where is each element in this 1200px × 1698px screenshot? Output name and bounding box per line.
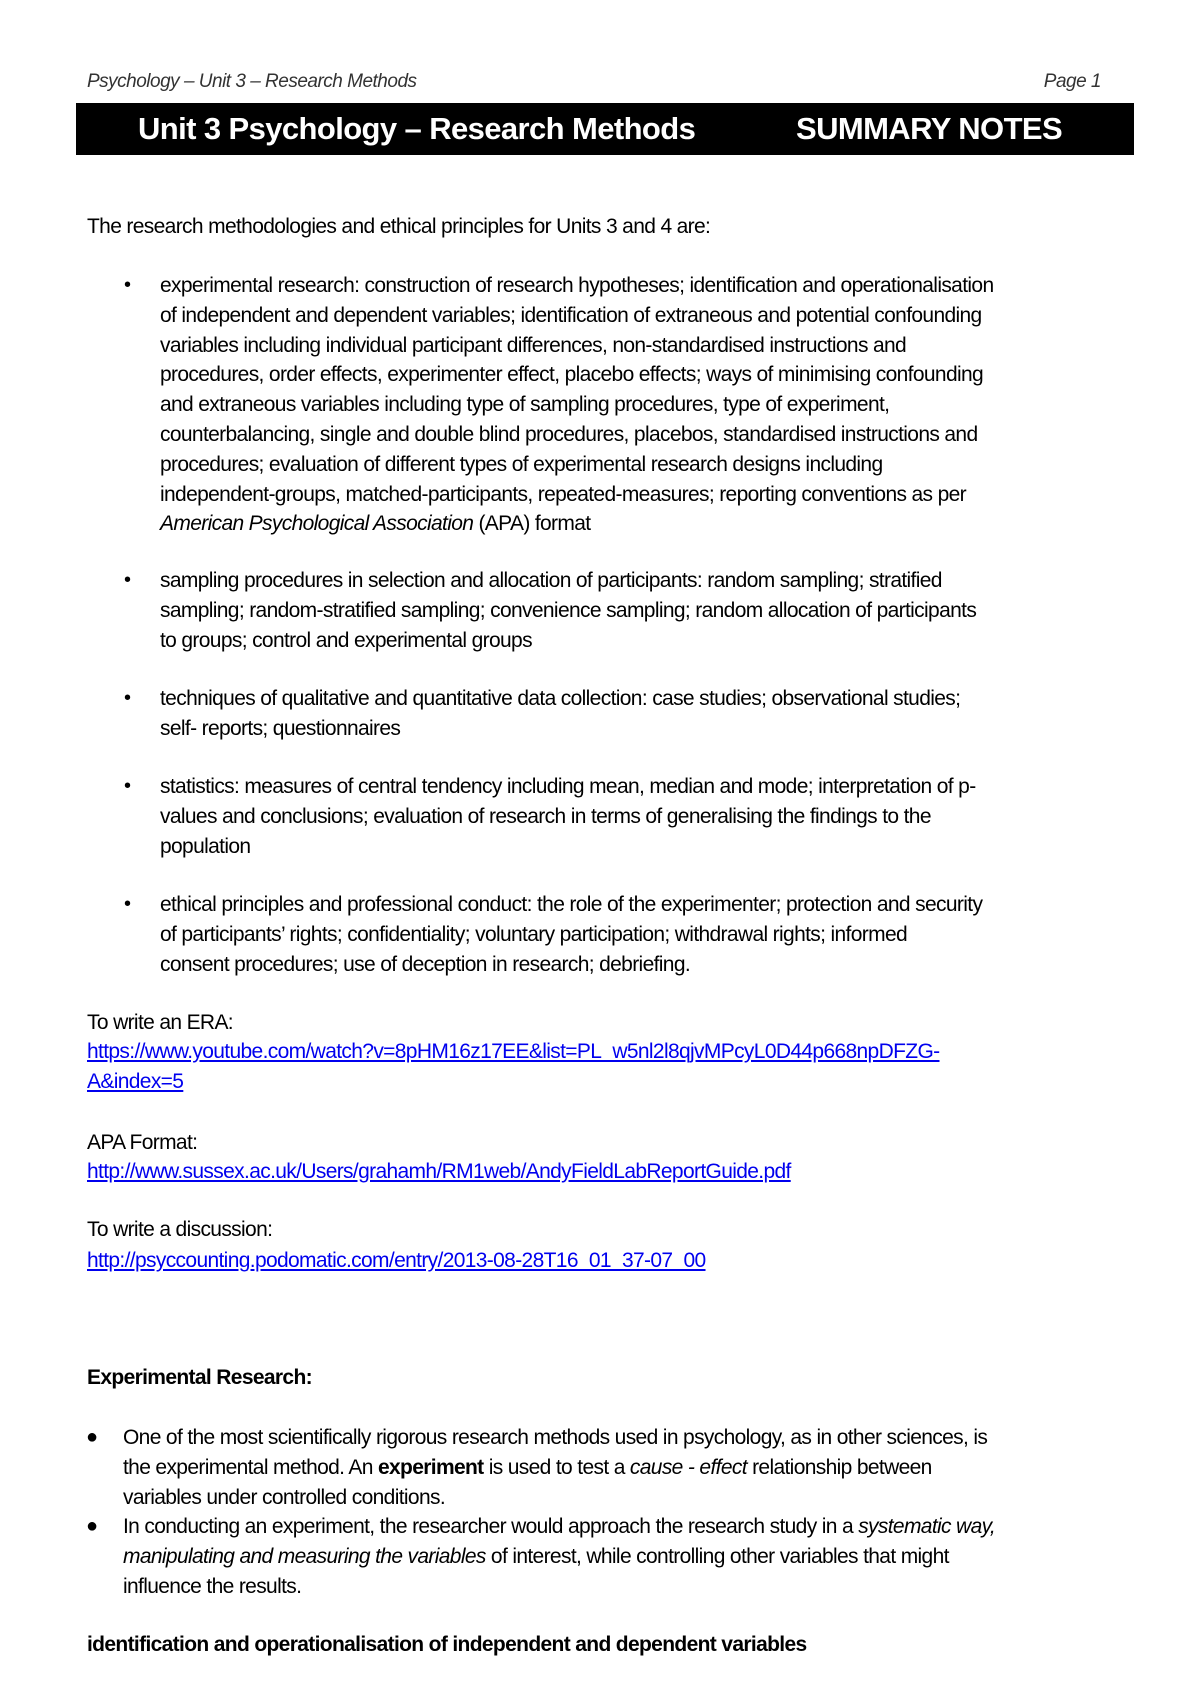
text-segment: procedures; evaluation of different types of experimental research designs including bbox=[160, 452, 883, 476]
text-segment: experimental research: construction of research hypotheses; identification and operationalisation bbox=[160, 274, 994, 297]
text-segment: of interest, while controlling other variables that might bbox=[485, 1544, 949, 1568]
italic-text: systematic way, bbox=[858, 1515, 996, 1538]
text-line bbox=[160, 301, 993, 331]
text-line bbox=[160, 596, 976, 626]
text-line bbox=[160, 920, 982, 950]
scope-bullet-item bbox=[160, 772, 976, 861]
text-line bbox=[123, 1453, 987, 1483]
discussion-link[interactable] bbox=[87, 1246, 706, 1276]
text-segment: counterbalancing, single and double blind procedures, placebos, standardised instructions and bbox=[160, 422, 978, 446]
text-segment: In conducting an experiment, the researcher would approach the research study in a bbox=[123, 1515, 859, 1538]
text-segment: of participants’ rights; confidentiality; voluntary participation; withdrawal rights; informed bbox=[160, 922, 908, 946]
text-segment: (APA) format bbox=[473, 512, 591, 536]
text-segment: techniques of qualitative and quantitative data collection: case studies; observational studies; bbox=[160, 687, 961, 710]
scope-bullet-item bbox=[160, 271, 993, 539]
text-line bbox=[160, 360, 993, 390]
bullet-icon: • bbox=[124, 687, 132, 709]
bullet-icon: • bbox=[124, 775, 132, 797]
scope-bullet-item bbox=[160, 890, 982, 979]
text-line bbox=[160, 420, 993, 450]
text-line bbox=[160, 626, 976, 656]
text-line bbox=[160, 390, 993, 420]
era-link-line[interactable]: https://www.youtube.com/watch?v=8pHM16z17EE&list=PL_w5nl2l8qjvMPcyL0D44p668npDFZG- bbox=[87, 1040, 940, 1063]
text-line bbox=[160, 950, 982, 980]
page-number: Page 1 bbox=[1043, 71, 1101, 92]
text-line bbox=[160, 802, 976, 832]
bullet-icon: ● bbox=[86, 1515, 99, 1537]
subheading: identification and operationalisation of independent and dependent variables bbox=[87, 1633, 807, 1656]
discussion-link-line[interactable]: http://psyccounting.podomatic.com/entry/2013-08-28T16_01_37-07_00 bbox=[87, 1249, 706, 1272]
bullet-icon: • bbox=[124, 893, 132, 915]
document-title: Unit 3 Psychology – Research Methods bbox=[138, 111, 696, 146]
text-line bbox=[160, 832, 976, 862]
text-segment: of independent and dependent variables; identification of extraneous and potential confounding bbox=[160, 303, 982, 327]
title-bar bbox=[76, 103, 1134, 155]
era-label: To write an ERA: bbox=[87, 1011, 233, 1034]
text-line bbox=[160, 890, 982, 920]
text-segment: and extraneous variables including type of sampling procedures, type of experiment, bbox=[160, 393, 890, 417]
text-segment: to groups; control and experimental groups bbox=[160, 628, 532, 652]
text-line bbox=[123, 1542, 995, 1572]
text-segment: sampling procedures in selection and allocation of participants: random sampling; stratified bbox=[160, 569, 942, 592]
text-segment: consent procedures; use of deception in research; debriefing. bbox=[160, 952, 691, 976]
text-line bbox=[160, 331, 993, 361]
discussion-label: To write a discussion: bbox=[87, 1218, 273, 1241]
bold-text: experiment bbox=[377, 1455, 484, 1479]
text-segment: statistics: measures of central tendency including mean, median and mode; interpretation of p- bbox=[160, 775, 976, 798]
scope-bullet-item bbox=[160, 684, 960, 744]
era-link[interactable] bbox=[87, 1037, 940, 1097]
text-line bbox=[160, 450, 993, 480]
apa-link-line[interactable]: http://www.sussex.ac.uk/Users/grahamh/RM1web/AndyFieldLabReportGuide.pdf bbox=[87, 1160, 791, 1183]
text-line bbox=[123, 1512, 995, 1542]
text-segment: population bbox=[160, 834, 251, 858]
italic-text: cause - effect bbox=[629, 1455, 747, 1479]
text-segment: variables including individual participant differences, non-standardised instructions and bbox=[160, 333, 907, 357]
text-line bbox=[123, 1483, 987, 1513]
text-line bbox=[123, 1423, 987, 1453]
text-line bbox=[160, 714, 960, 744]
scope-bullet-item bbox=[160, 566, 976, 655]
apa-label: APA Format: bbox=[87, 1131, 198, 1154]
text-line bbox=[160, 271, 993, 301]
bullet-icon: • bbox=[124, 569, 132, 591]
text-segment: the experimental method. An bbox=[123, 1455, 378, 1479]
italic-text: American Psychological Association bbox=[160, 512, 474, 536]
text-segment: relationship between bbox=[746, 1455, 932, 1479]
document-subtitle: SUMMARY NOTES bbox=[796, 111, 1063, 146]
text-segment: independent-groups, matched-participants, repeated-measures; reporting conventions as per bbox=[160, 482, 966, 506]
bullet-icon: • bbox=[124, 274, 132, 296]
text-segment: sampling; random-stratified sampling; convenience sampling; random allocation of participants bbox=[160, 598, 977, 622]
text-line bbox=[160, 509, 993, 539]
section-heading: Experimental Research: bbox=[87, 1366, 312, 1389]
apa-link[interactable] bbox=[87, 1157, 791, 1187]
text-segment: ethical principles and professional conduct: the role of the experimenter; protection and security bbox=[160, 893, 983, 916]
section-bullet-item bbox=[123, 1512, 995, 1601]
text-line bbox=[160, 566, 976, 596]
text-line bbox=[160, 480, 993, 510]
intro-text: The research methodologies and ethical principles for Units 3 and 4 are: bbox=[87, 215, 711, 238]
text-segment: values and conclusions; evaluation of research in terms of generalising the findings to the bbox=[160, 804, 931, 828]
era-link-line[interactable]: A&index=5 bbox=[87, 1069, 184, 1093]
text-line bbox=[123, 1572, 995, 1602]
text-segment: self- reports; questionnaires bbox=[160, 716, 401, 740]
text-segment: One of the most scientifically rigorous research methods used in psychology, as in other sciences, is bbox=[123, 1426, 988, 1449]
text-segment: is used to test a bbox=[483, 1455, 630, 1479]
text-segment: variables under controlled conditions. bbox=[123, 1485, 446, 1509]
text-line bbox=[160, 772, 976, 802]
text-segment: procedures, order effects, experimenter effect, placebo effects; ways of minimising confounding bbox=[160, 363, 984, 387]
running-header-title: Psychology – Unit 3 – Research Methods bbox=[87, 71, 417, 92]
text-line bbox=[160, 684, 960, 714]
text-segment: influence the results. bbox=[123, 1574, 302, 1598]
bullet-icon: ● bbox=[86, 1426, 99, 1448]
italic-text: manipulating and measuring the variables bbox=[123, 1544, 486, 1568]
section-bullet-item bbox=[123, 1423, 987, 1512]
